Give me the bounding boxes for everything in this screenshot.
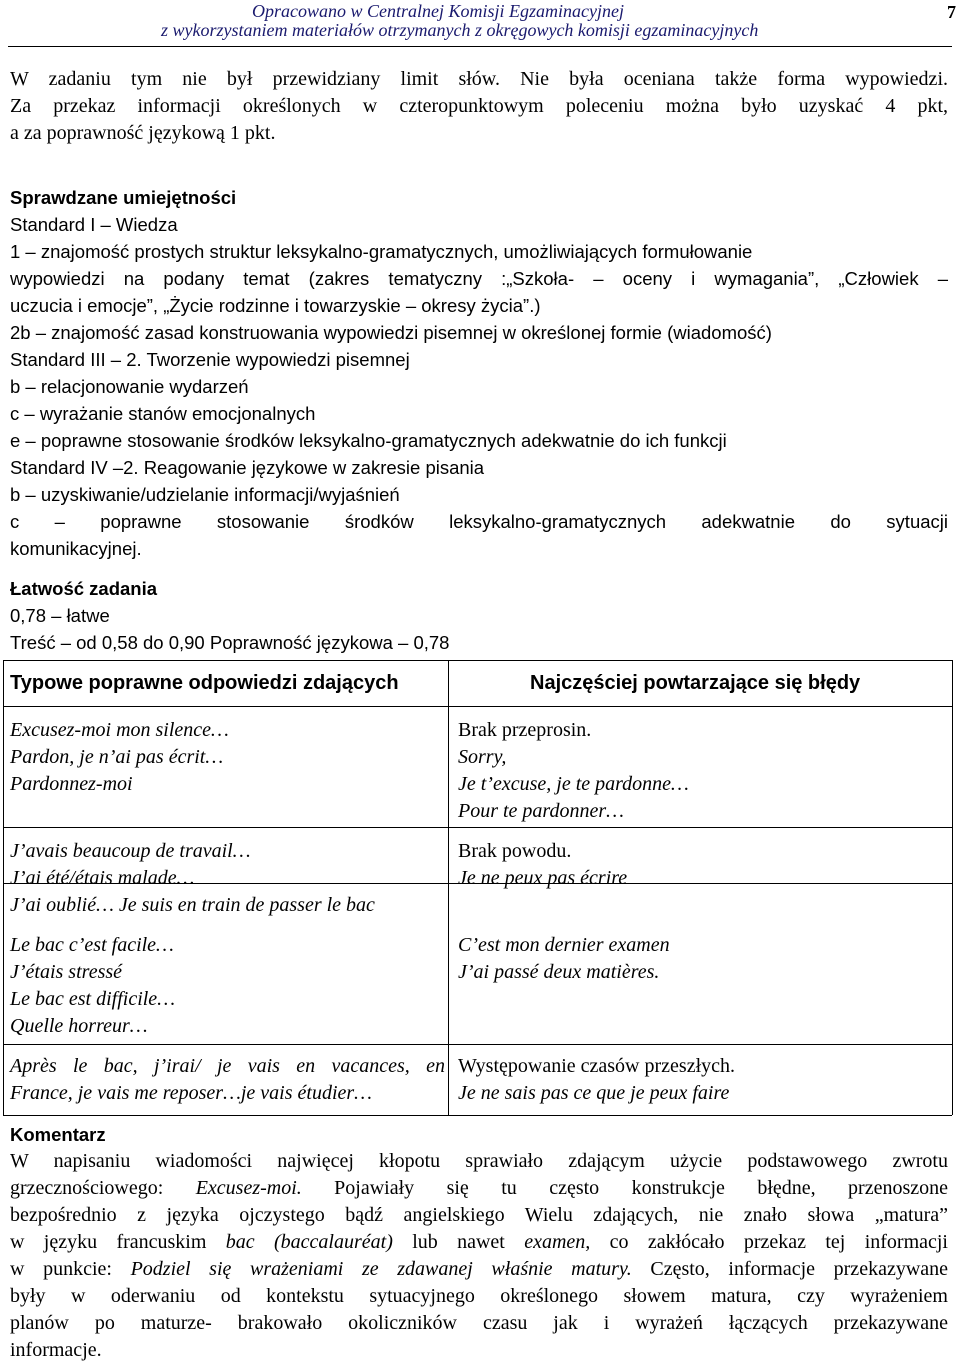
comment-emphasis: Podziel się wrażeniami ze zdawanej właśnie matury. [130,1258,632,1280]
comment-line: były w oderwaniu od kontekstu sytuacyjnego określonego słowem matura, czy wyrażeniem [10,1285,948,1307]
table-cell-line: Sorry, [458,746,507,768]
table-row-3-left [10,932,175,1040]
comment-line: planów po maturze- brakowało okoliczników czasu jak i wyrażeń łączących przekazywane [10,1312,948,1334]
table-row-2-right [458,838,627,892]
skills-heading: Sprawdzane umiejętności [10,187,237,208]
page-number: 7 [947,2,956,22]
table-cell-line: J’ai été/étais malade… [10,867,195,889]
table-row-3-right [458,932,670,986]
table-cell-line: Après le bac, j’irai/ je vais en vacances, en [10,1055,445,1077]
comment-text: lub nawet [392,1231,525,1253]
comment-text: w punkcie: [10,1258,131,1280]
table-border-mid [448,660,449,1115]
comment-text: w języku francuskim [10,1231,226,1253]
answers-table [0,660,952,1115]
table-row-divider [3,706,952,707]
table-row-1-left [10,717,229,798]
table-border-left [3,660,4,1115]
ease-section [10,575,948,656]
ease-line: 0,78 – łatwe [10,605,110,626]
table-cell-line: Le bac c’est facile… [10,934,174,956]
header-rule [8,46,952,47]
table-row-divider [3,827,952,828]
table-border-top [3,660,952,661]
table-row-2-left [10,838,375,919]
table-cell-line: Excusez-moi mon silence… [10,719,229,741]
table-row-divider [3,1044,952,1045]
skills-line: e – poprawne stosowanie środków leksykalno-gramatycznych adekwatnie do ich funkcji [10,430,727,451]
table-cell-line: Brak powodu. [458,840,572,862]
table-cell-line: France, je vais me reposer…je vais étudier… [10,1082,372,1104]
comment-heading: Komentarz [10,1124,106,1145]
table-cell-line: Je ne sais pas ce que je peux faire [458,1082,730,1104]
skills-line: b – relacjonowanie wydarzeń [10,376,249,397]
table-border-bottom [3,1115,952,1116]
table-cell-line: Je ne peux pas écrire [458,867,628,889]
table-cell-line: Brak przeprosin. [458,719,592,741]
comment-text: Pojawiały się tu często konstrukcje błędne, przenoszone [301,1177,948,1199]
comment-emphasis: bac (baccalauréat) [225,1231,393,1253]
table-row-1-right [458,717,689,825]
comment-text: Często, informacje przekazywane [631,1258,949,1280]
skills-line: 2b – znajomość zasad konstruowania wypowiedzi pisemnej w określonej formie (wiadomość) [10,322,772,343]
comment-emphasis: Excusez-moi. [195,1177,302,1199]
ease-line: Treść – od 0,58 do 0,90 Poprawność językowa – 0,78 [10,632,450,653]
skills-line: b – uzyskiwanie/udzielanie informacji/wyjaśnień [10,484,400,505]
comment-line: W napisaniu wiadomości najwięcej kłopotu sprawiało zdającym użycie podstawowego zwrotu [10,1150,948,1172]
comment-line: bezpośrednio z języka ojczystego bądź angielskiego Wielu zdających, nie znało słowa „matura” [10,1204,948,1226]
skills-line: komunikacyjnej. [10,538,142,559]
page-header [0,0,960,50]
intro-line: Za przekaz informacji określonych w czteropunktowym poleceniu można było uzyskać 4 pkt, [10,95,948,117]
table-cell-line: Pour te pardonner… [458,800,624,822]
table-cell-line: J’ai oublié… Je suis en train de passer le bac [10,894,375,916]
comment-section [10,1121,948,1364]
comment-line [10,1256,948,1283]
table-header-col2: Najczęściej powtarzające się błędy [530,672,861,694]
table-row-4-left [10,1053,445,1107]
skills-line: wypowiedzi na podany temat (zakres tematyczny :„Szkoła- – oceny i wymagania”, „Człowiek – [10,268,948,289]
intro-line: W zadaniu tym nie był przewidziany limit słów. Nie była oceniana także forma wypowiedzi. [10,68,948,90]
skills-line: Standard III – 2. Tworzenie wypowiedzi pisemnej [10,349,410,370]
skills-line: uczucia i emocje”, „Życie rodzinne i towarzyskie – okresy życia”.) [10,295,541,316]
table-cell-line: Le bac est difficile… [10,988,175,1010]
header-line-2: z wykorzystaniem materiałów otrzymanych z okręgowych komisji egzaminacyjnych [161,20,759,40]
skills-line: Standard I – Wiedza [10,214,178,235]
comment-text: co zakłócało przekaz tej informacji [590,1231,948,1253]
comment-line: informacje. [10,1339,102,1361]
table-header-col1: Typowe poprawne odpowiedzi zdających [10,672,399,694]
table-cell-line: Je t’excuse, je te pardonne… [458,773,689,795]
table-border-right [952,660,953,1115]
skills-line: c – poprawne stosowanie środków leksykalno-gramatycznych adekwatnie do sytuacji [10,511,948,532]
skills-line: c – wyrażanie stanów emocjonalnych [10,403,316,424]
table-cell-line: J’étais stressé [10,961,123,983]
table-cell-line: Pardonnez-moi [10,773,133,795]
table-row-4-right [458,1053,735,1107]
intro-paragraph [10,66,948,147]
table-cell-line: Występowanie czasów przeszłych. [458,1055,736,1077]
intro-line: a za poprawność językową 1 pkt. [10,122,276,144]
comment-emphasis: examen, [524,1231,591,1253]
skills-line: Standard IV –2. Reagowanie językowe w zakresie pisania [10,457,485,478]
table-cell-line: J’avais beaucoup de travail… [10,840,251,862]
comment-text: grzecznościowego: [10,1177,196,1199]
skills-line: 1 – znajomość prostych struktur leksykalno-gramatycznych, umożliwiających formułowanie [10,241,753,262]
table-cell-line: Pardon, je n’ai pas écrit… [10,746,224,768]
table-cell-line: J’ai passé deux matières. [458,961,660,983]
table-cell-line: Quelle horreur… [10,1015,148,1037]
table-cell-line: C’est mon dernier examen [458,934,670,956]
comment-line [10,1175,948,1202]
header-line-1: Opracowano w Centralnej Komisji Egzaminacyjnej [252,1,624,21]
ease-heading: Łatwość zadania [10,578,158,599]
comment-line [10,1229,948,1256]
skills-section [10,184,948,562]
